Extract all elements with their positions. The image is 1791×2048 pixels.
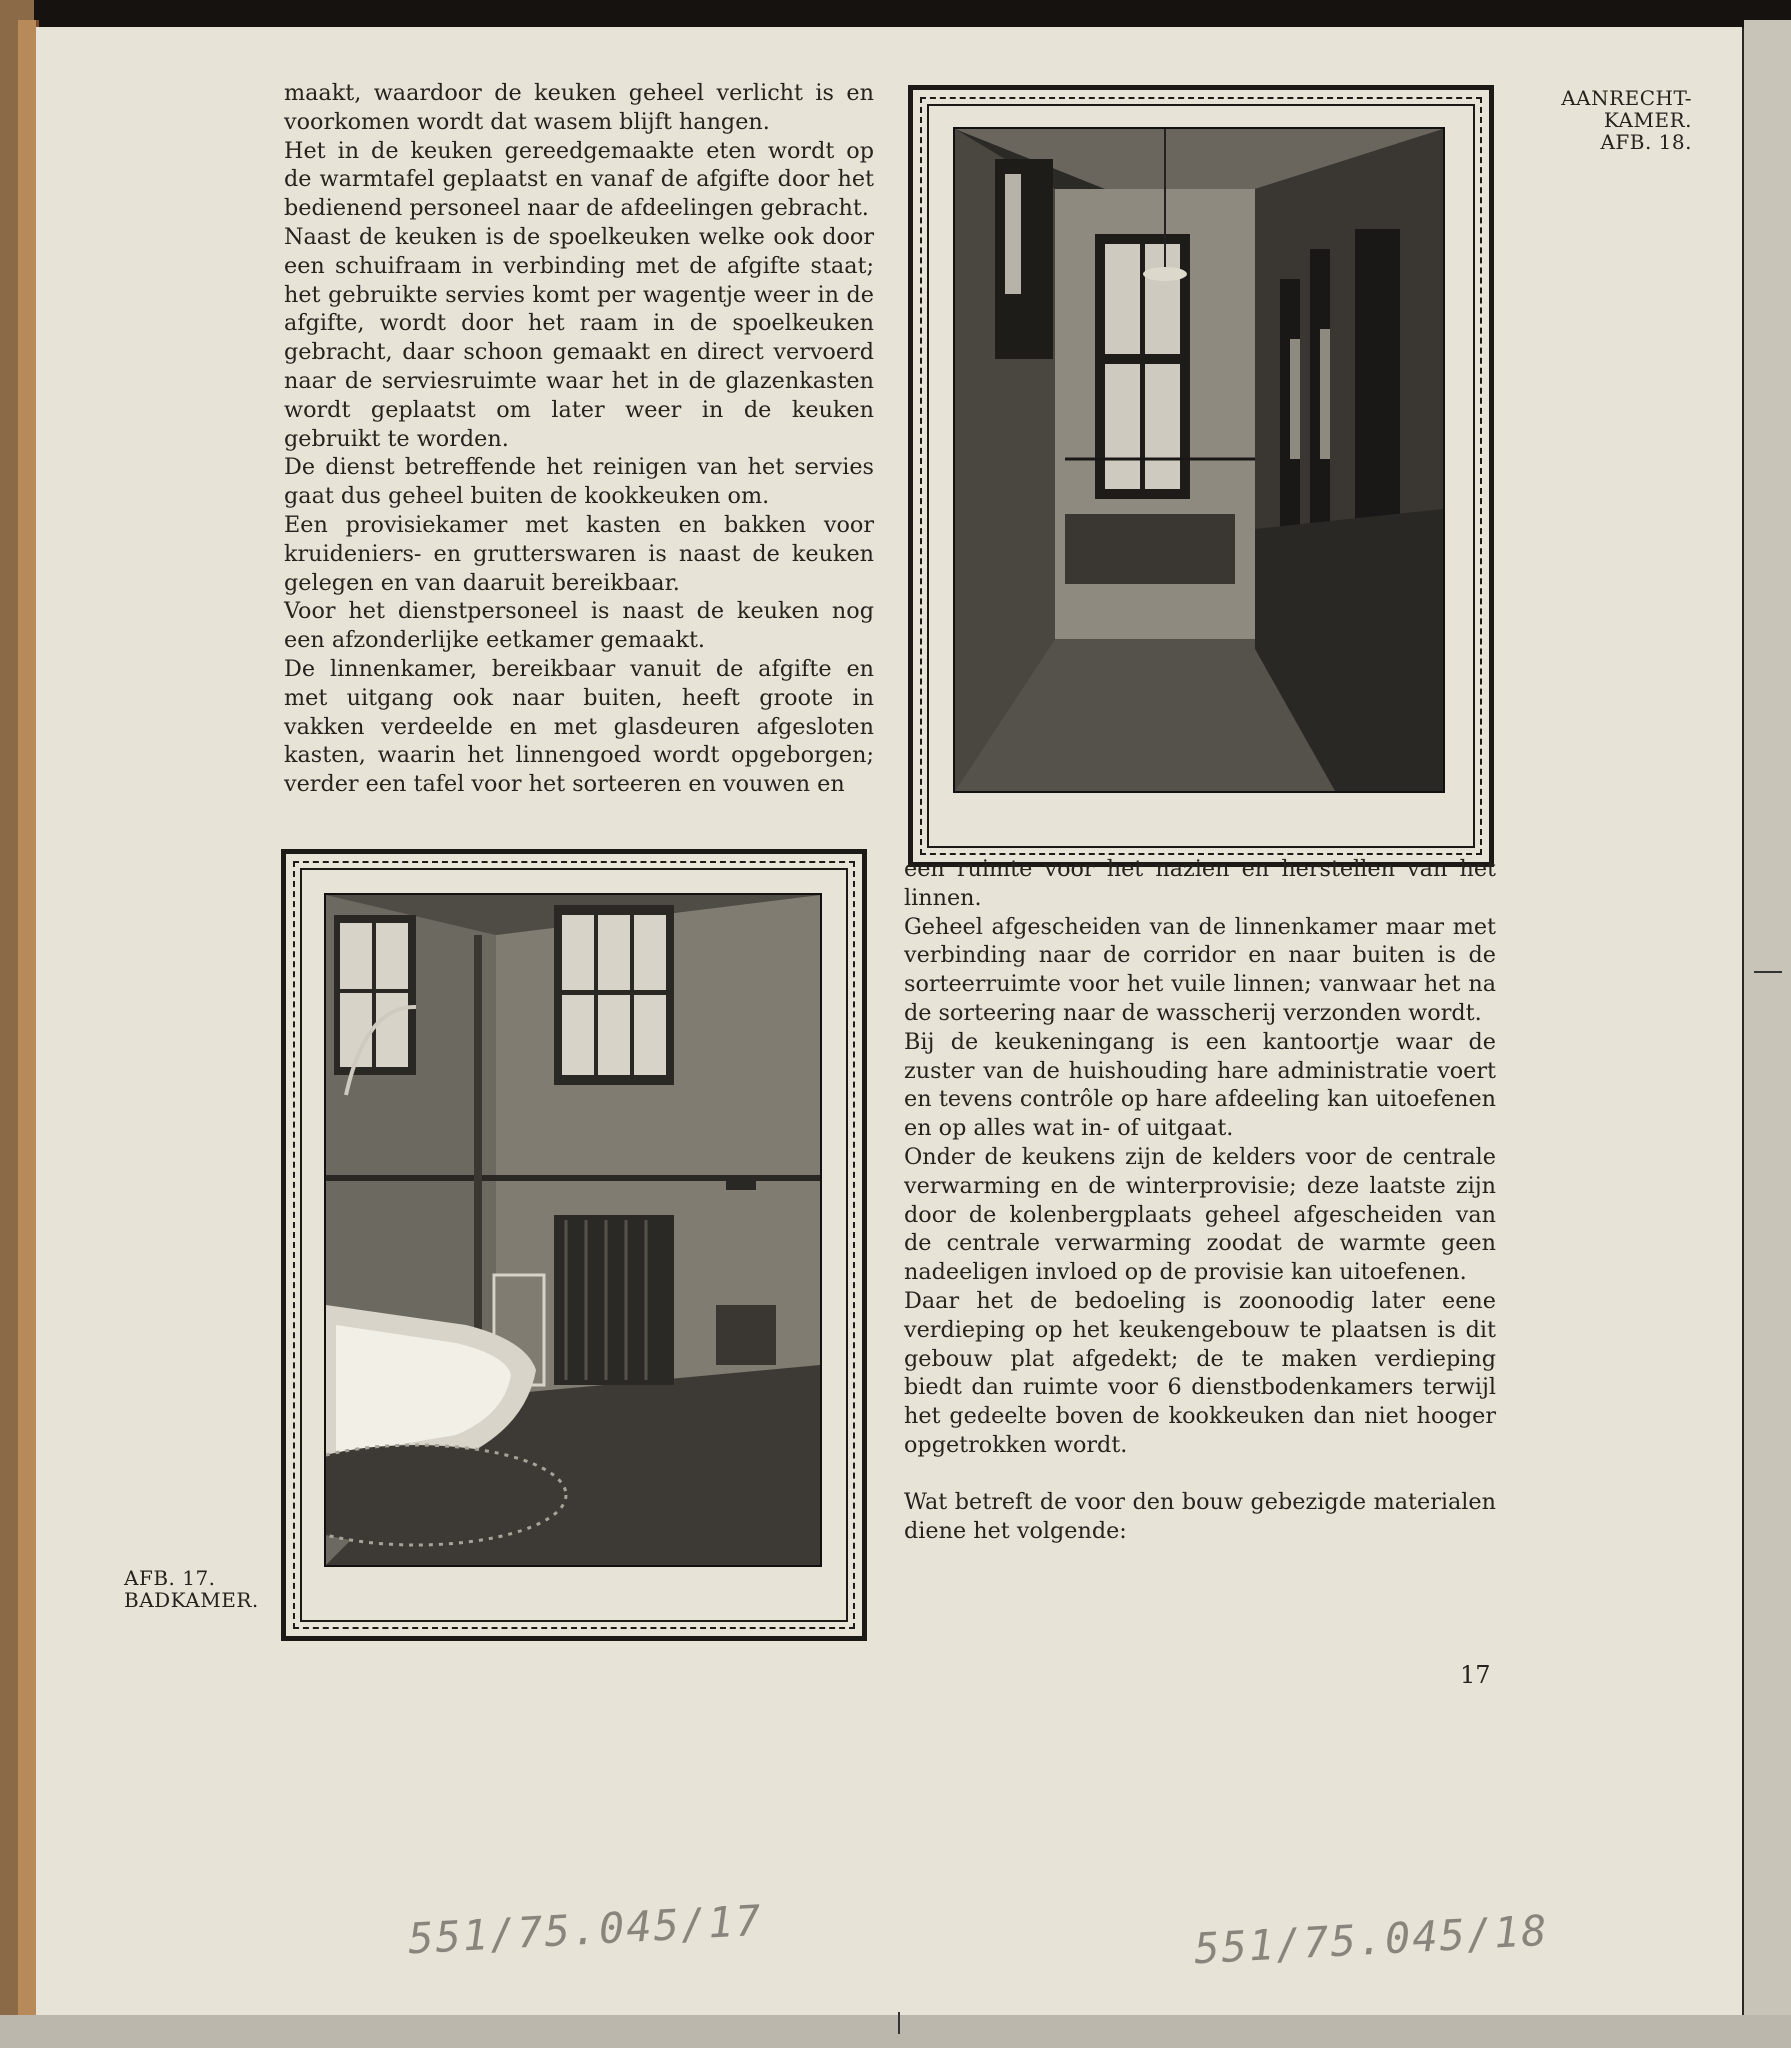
paragraph: Daar het de bedoeling is zoonoodig later eene verdieping op het keukengebouw te plaatsen is dit gebouw plat afgedekt; de te maken verdieping biedt dan ruimte voor 6 dienstbodenkamers terwijl het gedeelte boven de kookkeuken dan niet hooger opgetrokken wordt.: [904, 1287, 1496, 1458]
caption-line: AFB. 18.: [1600, 130, 1692, 154]
caption-line: BADKAMER.: [124, 1588, 259, 1612]
caption-line: KAMER.: [1603, 108, 1692, 132]
scan-top-edge: [0, 0, 1791, 28]
paragraph: De dienst betreffende het reinigen van het servies gaat dus geheel buiten de kookkeuken om.: [284, 454, 874, 510]
left-text-column: [284, 79, 874, 799]
paragraph: Geheel afgescheiden van de linnenkamer maar met verbinding naar de corridor en naar buiten is de sorteerruimte voor het vuile linnen; vanwaar het na de sorteering naar de wasscherij verzonden wordt.: [904, 913, 1496, 1026]
margin-mark: [1754, 971, 1782, 973]
scan-bottom-edge: [0, 2015, 1791, 2048]
photo-badkamer: [324, 893, 822, 1567]
paragraph: Het in de keuken gereedgemaakte eten wordt op de warmtafel geplaatst en vanaf de afgifte door het bedienend personeel naar de afdeelingen gebracht.: [284, 137, 874, 222]
paragraph: Naast de keuken is de spoelkeuken welke ook door een schuifraam in verbinding met de afgifte staat; het gebruikte servies komt per wagentje weer in de afgifte, wordt door het raam in de spoelkeuken gebracht, daar schoon gemaakt en direct vervoerd naar de serviesruimte waar het in de glazenkasten wordt geplaatst om later weer in de keuken gebruikt te worden.: [284, 223, 874, 452]
handwritten-archive-number: 551/75.045/18: [1192, 1905, 1550, 1974]
paragraph: maakt, waardoor de keuken geheel verlicht is en voorkomen wordt dat wasem blijft hangen.: [284, 80, 874, 135]
handwritten-archive-number: 551/75.045/17: [406, 1895, 764, 1964]
paragraph: Wat betreft de voor den bouw gebezigde materialen diene het volgende:: [904, 1488, 1496, 1544]
figure-18-caption: [1508, 87, 1692, 153]
book-page: [36, 27, 1742, 2015]
paragraph: Voor het dienstpersoneel is naast de keuken nog een afzonderlijke eetkamer gemaakt.: [284, 598, 874, 654]
paragraph: Een provisiekamer met kasten en bakken voor kruideniers- en grutterswaren is naast de keuken gelegen en van daaruit bereikbaar.: [284, 511, 874, 596]
scan-right-edge: [1744, 20, 1791, 2048]
bathroom-photo-image: [326, 895, 820, 1565]
caption-line: AANRECHT-: [1561, 86, 1692, 110]
figure-17-caption: [124, 1567, 284, 1611]
paragraph: De linnenkamer, bereikbaar vanuit de afgifte en met uitgang ook naar buiten, heeft groote in vakken verdeelde en met glasdeuren afgesloten kasten, waarin het linnengoed wordt opgeborgen; verder een tafel voor het sorteeren en vouwen en: [284, 655, 874, 798]
page-number: 17: [1460, 1661, 1491, 1689]
margin-mark: [898, 2012, 900, 2034]
pantry-photo-image: [955, 129, 1443, 791]
caption-line: AFB. 17.: [124, 1566, 216, 1590]
paragraph: Onder de keukens zijn de kelders voor de centrale verwarming en de winterprovisie; deze laatste zijn door de kolenbergplaats geheel afgescheiden van de centrale verwarming zoodat de warmte geen nadeeligen invloed op de provisie kan uitoefenen.: [904, 1143, 1496, 1286]
paragraph: Bij de keukeningang is een kantoortje waar de zuster van de huishouding hare administratie voert en tevens contrôle op hare afdeeling kan uitoefenen en op alles wat in- of uitgaat.: [904, 1028, 1496, 1142]
paragraph: een ruimte voor het nazien en herstellen van het linnen.: [904, 856, 1496, 911]
photo-aanrechtkamer: [953, 127, 1445, 793]
right-text-column: [904, 855, 1496, 1545]
